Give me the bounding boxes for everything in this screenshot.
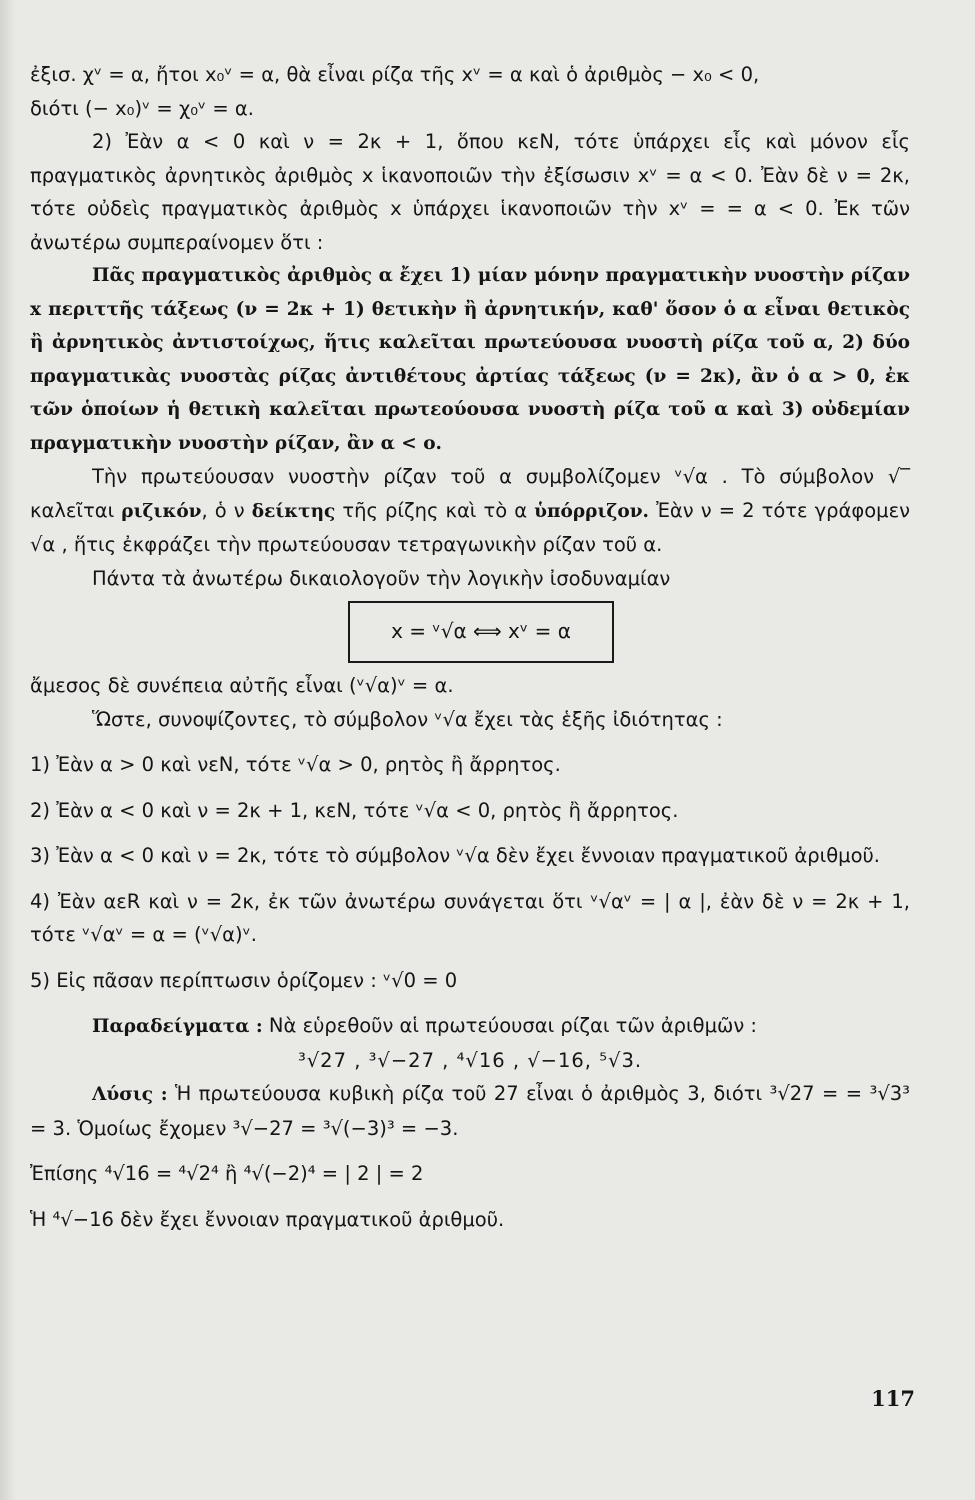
definition-text-1: Τὴν πρωτεύουσαν νυοστὴν ρίζαν τοῦ α συμβολίζομεν ᵛ√α . Τὸ σύμβολον √‾ καλεῖται [30,465,910,522]
spacer [30,1145,910,1157]
examples-text: Νὰ εὑρεθοῦν αἱ πρωτεύουσαι ρίζαι τῶν ἀριθμῶν : [262,1014,757,1037]
spacer [30,782,910,794]
solution-text-2: Ἐπίσης ⁴√16 = ⁴√2⁴ ἢ ⁴√(−2)⁴ = | 2 | = 2 [30,1162,424,1185]
examples-label: Παραδείγματα : [92,1016,263,1037]
definition-text-2: , ὁ ν [201,498,252,522]
theorem-statement: Πᾶς πραγματικὸς ἀριθμὸς α ἔχει 1) μίαν μόνην πραγματικὴν νυοστὴν ρίζαν x περιττῆς τάξεως (ν = 2κ + 1) θετικὴν ἢ ἀρνητικήν, καθ' ὅσον ὁ α εἶναι θετικὸς ἢ ἀρνητικὸς ἀντιστοίχως, ἥτις καλεῖται πρωτεύουσα νυοστὴ ρίζα τοῦ α, 2) δύο πραγματικὰς νυοστὰς ρίζας ἀντιθέτους ἀρτίας τάξεως (ν = 2κ), ἂν ὁ α > 0, ἐκ τῶν ὁποίων ἡ θετικὴ καλεῖται πρωτεούουσα νυοστὴ ρίζα τοῦ α καὶ 3) οὐδεμίαν πραγματικὴν νυοστὴν ρίζαν, ἂν α < ο. [30,265,910,454]
summary-line: Ὥστε, συνοψίζοντες, τὸ σύμβολον ᵛ√α ἔχει τὰς ἑξῆς ἰδιότητας : [92,707,723,731]
property-4: 4) Ἐὰν αεR καὶ ν = 2κ, ἐκ τῶν ἀνωτέρω συνάγεται ὅτι ᵛ√αᵛ = | α |, ἐὰν δὲ ν = 2κ + 1, τότε ᵛ√αᵛ = α = (ᵛ√α)ᵛ. [30,889,910,946]
spacer [30,827,910,839]
page-body [30,58,910,1236]
examples-paragraph [30,1009,910,1044]
text-line-1: ἐξισ. χᵛ = α, ἤτοι x₀ᵛ = α, θὰ εἶναι ρίζα τῆς xᵛ = α καὶ ὁ ἀριθμὸς − x₀ < 0, [30,63,760,86]
property-3: 3) Ἐὰν α < 0 καὶ ν = 2κ, τότε τὸ σύμβολον ᵛ√α δὲν ἔχει ἔννοιαν πραγματικοῦ ἀριθμοῦ. [30,844,880,867]
definition-text-3: τῆς ρίζης καὶ τὸ α [335,498,535,522]
scan-edge-shadow [0,0,16,1500]
property-2: 2) Ἐὰν α < 0 καὶ ν = 2κ + 1, κεN, τότε ᵛ√α < 0, ρητὸς ἢ ἄρρητος. [30,798,679,822]
property-1: 1) Ἐὰν α > 0 καὶ νεN, τότε ᵛ√α > 0, ρητὸς ἢ ἄρρητος. [30,753,561,776]
paragraph-case-2: 2) Ἐὰν α < 0 καὶ ν = 2κ + 1, ὅπου κεN, τότε ὑπάρχει εἷς καὶ μόνον εἷς πραγματικὸς ἀρνητικὸς ἀριθμὸς x ἱκανοποιῶν τὴν ἐξίσωσιν xᵛ = α < 0. Ἐὰν δὲ ν = 2κ, τότε οὐδεὶς πραγματικὸς ἀριθμὸς x ὑπάρχει ἱκανοποιῶν τὴν xᵛ = = α < 0. Ἐκ τῶν ἀνωτέρω συμπεραίνομεν ὅτι : [30,130,910,254]
solution-text-1: Ἡ πρωτεύουσα κυβικὴ ρίζα τοῦ 27 εἶναι ὁ ἀριθμὸς 3, διότι ³√27 = = ³√3³ = 3. Ὁμοίως ἔχομεν ³√−27 = ³√(−3)³ = −3. [30,1082,910,1140]
term-radical: ριζικόν [121,500,202,522]
consequence-line: ἄμεσος δὲ συνέπεια αὐτῆς εἶναι (ᵛ√α)ᵛ = α. [30,674,454,697]
term-index: δείκτης [251,500,336,522]
term-radicand: ὑπόρριζον. [534,500,649,522]
solution-label: Λύσις : [92,1084,168,1105]
spacer [30,997,910,1009]
spacer [30,1191,910,1203]
spacer [30,873,910,885]
page-number: 117 [871,1386,915,1411]
spacer [30,952,910,964]
equivalence-intro: Πάντα τὰ ἀνωτέρω δικαιολογοῦν τὴν λογικὴν ἰσοδυναμίαν [92,566,671,590]
solution-text-3: Ἡ ⁴√−16 δὲν ἔχει ἔννοιαν πραγματικοῦ ἀριθμοῦ. [30,1207,505,1231]
spacer [30,736,910,748]
boxed-equivalence-row [30,595,910,669]
definition-text-4: Ἐὰν ν = 2 τότε γράφομεν √α , ἥτις ἐκφράζει τὴν πρωτεύουσαν τετραγωνικὴν ρίζαν τοῦ α. [30,498,911,556]
boxed-equivalence: x = ᵛ√α ⟺ xᵛ = α [348,601,614,663]
solution-paragraph [30,1077,910,1145]
property-5: 5) Εἰς πᾶσαν περίπτωσιν ὁρίζομεν : ᵛ√0 = 0 [30,968,458,992]
examples-list: ³√27 , ³√−27 , ⁴√16 , √−16, ⁵√3. [297,1048,643,1072]
definition-paragraph [30,460,910,562]
text-line-2: διότι (− x₀)ᵛ = χ₀ᵛ = α. [30,96,254,120]
